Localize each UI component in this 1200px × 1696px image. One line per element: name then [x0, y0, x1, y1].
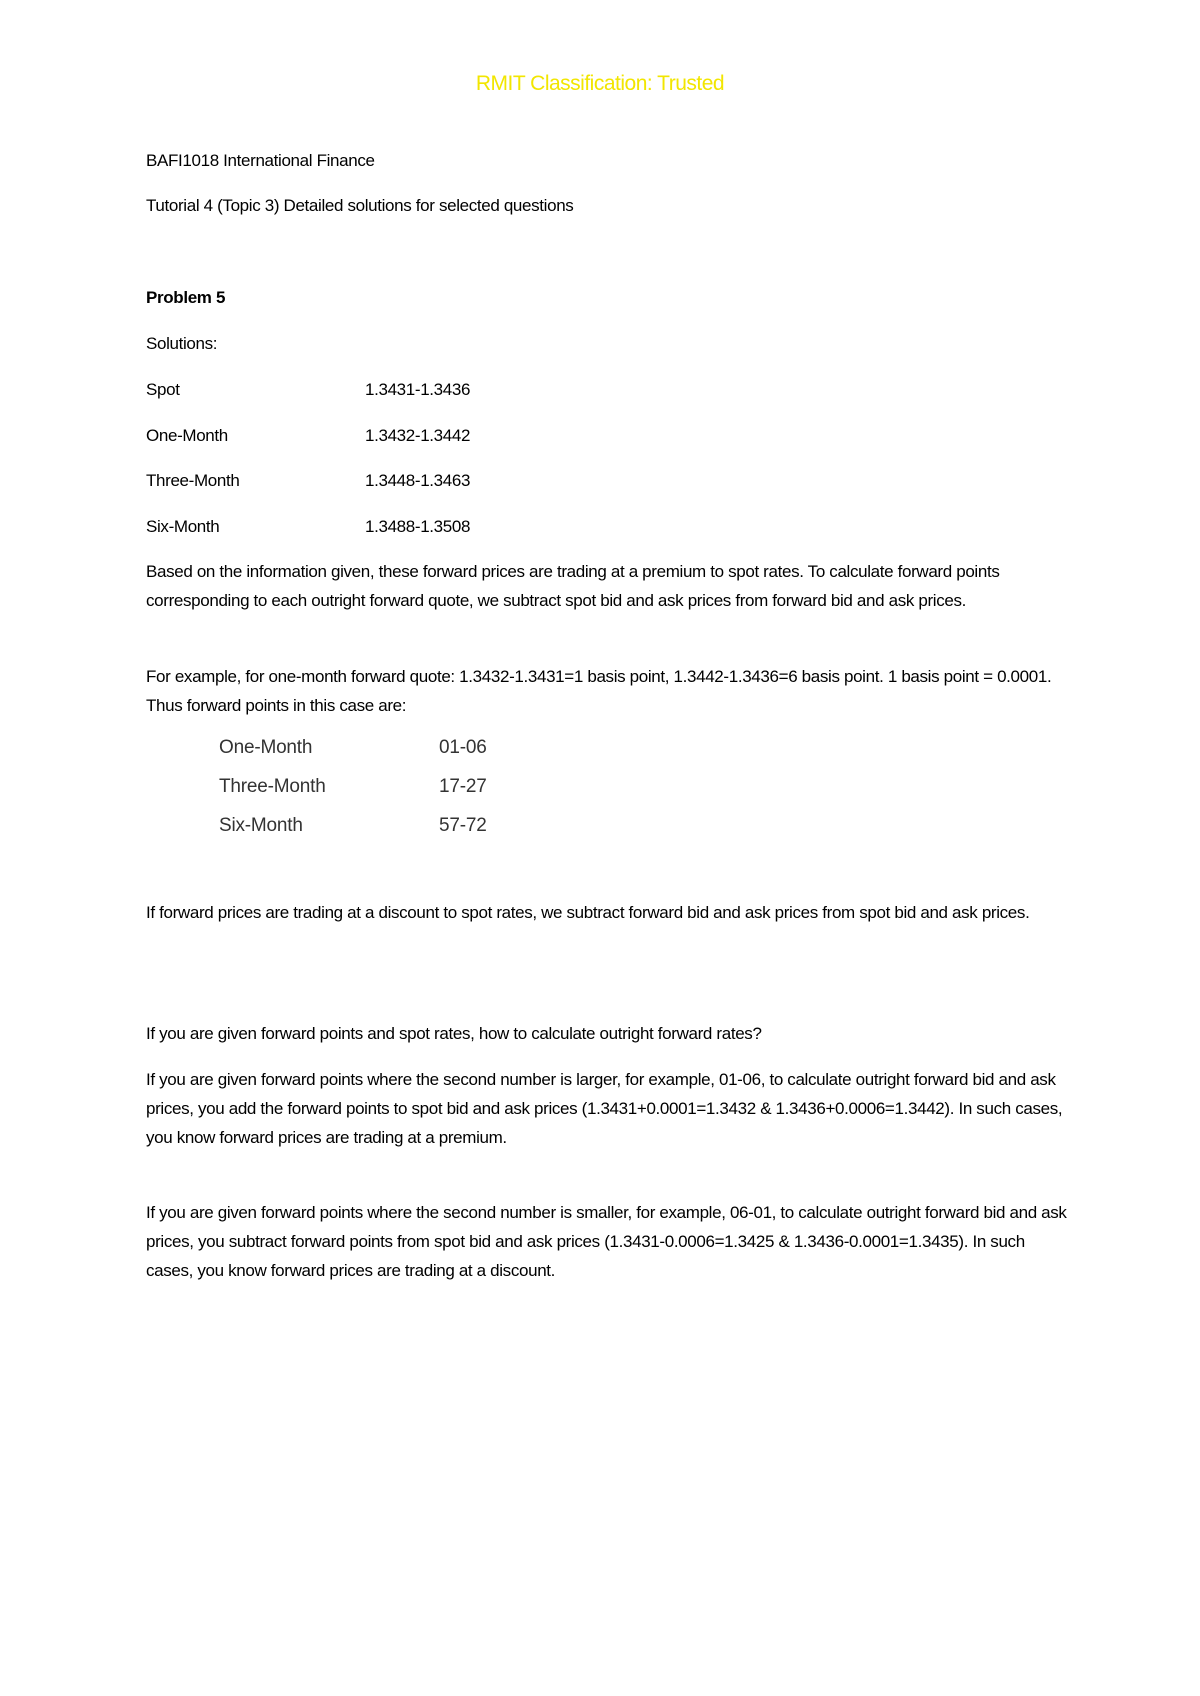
quote-value: 1.3431-1.3436	[365, 380, 471, 399]
quote-value: 1.3448-1.3463	[365, 471, 471, 490]
quote-value: 1.3432-1.3442	[365, 426, 471, 445]
paragraph-premium-case: If you are given forward points where the second number is larger, for example, 01-06, to calculate outright forward bid and ask prices, you add the forward points to spot bid and ask prices (1.3431+0.0001=1.3432 & 1.3436+0.0006=1.3442). In such cases, you know forward prices are trading at a premium.	[146, 1070, 1063, 1147]
points-value: 17-27	[439, 776, 487, 797]
solutions-label: Solutions:	[146, 334, 218, 353]
classification-header: RMIT Classification: Trusted	[475, 72, 725, 95]
points-term: One-Month	[219, 737, 313, 758]
paragraph-example: For example, for one-month forward quote: 1.3432-1.3431=1 basis point, 1.3442-1.3436=6 basis point. 1 basis point = 0.0001. Thus forward points in this case are:	[146, 667, 1052, 715]
quote-term: Three-Month	[146, 471, 240, 490]
quote-term: Spot	[146, 380, 180, 399]
paragraph-discount: If forward prices are trading at a discount to spot rates, we subtract forward bid and ask prices from spot bid and ask prices.	[146, 903, 1030, 922]
quote-value: 1.3488-1.3508	[365, 517, 471, 536]
paragraph-question: If you are given forward points and spot rates, how to calculate outright forward rates?	[146, 1024, 762, 1043]
quote-term: One-Month	[146, 426, 228, 445]
paragraph-discount-case: If you are given forward points where the second number is smaller, for example, 06-01, to calculate outright forward bid and ask prices, you subtract forward points from spot bid and ask prices (1.3431-0.0006=1.3425 & 1.3436-0.0001=1.3435). In such cases, you know forward prices are trading at a discount.	[146, 1203, 1067, 1280]
points-value: 57-72	[439, 815, 487, 836]
paragraph-premium-explanation: Based on the information given, these forward prices are trading at a premium to spot rates. To calculate forward points corresponding to each outright forward quote, we subtract spot bid and ask prices from forward bid and ask prices.	[146, 562, 1000, 610]
course-title: BAFI1018 International Finance	[146, 151, 375, 170]
document-subtitle: Tutorial 4 (Topic 3) Detailed solutions for selected questions	[146, 196, 574, 215]
problem-heading: Problem 5	[146, 288, 226, 307]
points-term: Three-Month	[219, 776, 326, 797]
points-value: 01-06	[439, 737, 487, 758]
points-term: Six-Month	[219, 815, 303, 836]
quote-term: Six-Month	[146, 517, 220, 536]
